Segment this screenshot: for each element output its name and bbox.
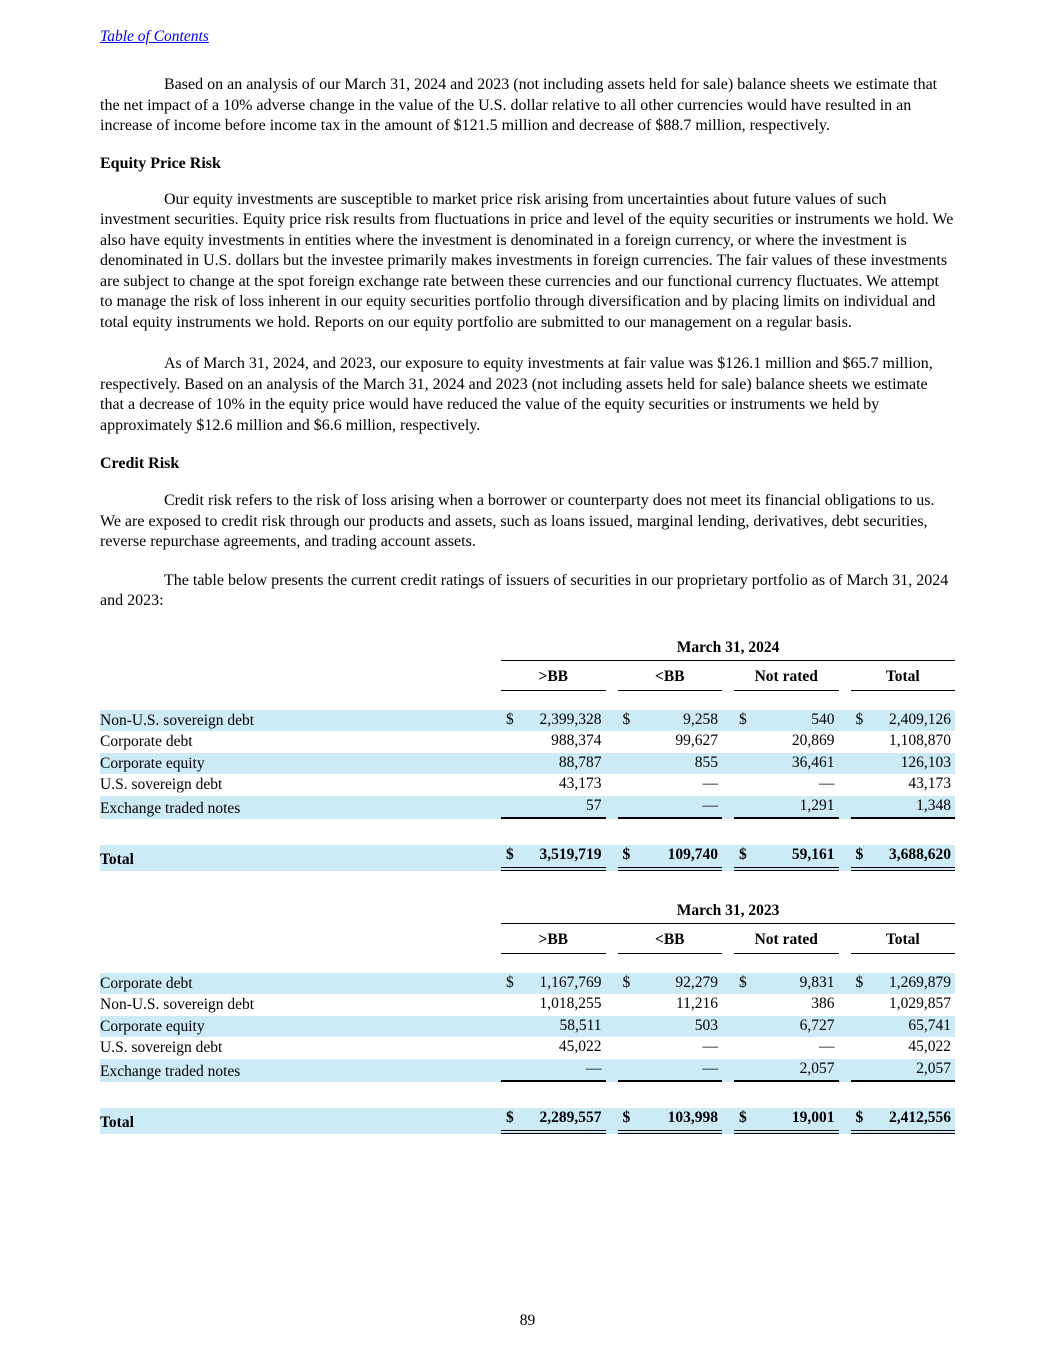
row-label: Corporate equity bbox=[100, 1017, 205, 1035]
cell-value: 45,022 bbox=[558, 1038, 602, 1055]
currency-symbol: $ bbox=[622, 846, 631, 863]
paragraph-equity-risk-1: Our equity investments are susceptible to market price risk arising from uncertainties about future values of such investment securities. Equity price risk results from fluctuations in price and level of the equity securities or instruments we hold. We also have equity investments in entities where the investment is denominated in a foreign currency, or where the investment is denominated in U.S. dollars but the investee primarily makes investments in foreign currencies. The fair values of these investments are subject to change at the spot foreign exchange rate between these currencies and our functional currency fluctuates. We attempt to manage the risk of loss inherent in our equity securities portfolio through diversification and by placing limits on individual and total equity instruments we hold. Reports on our equity portfolio are submitted to our management on a regular basis. bbox=[100, 190, 954, 331]
total-label: Total bbox=[100, 851, 134, 868]
cell-value: 58,511 bbox=[559, 1016, 602, 1034]
cell-value: — bbox=[702, 1059, 718, 1077]
total-value: 103,998 bbox=[667, 1109, 718, 1126]
currency-symbol: $ bbox=[506, 973, 514, 991]
table-column-header-row bbox=[100, 924, 955, 954]
row-label: U.S. sovereign debt bbox=[100, 776, 223, 793]
table-row bbox=[100, 710, 955, 732]
table-total-row bbox=[100, 845, 955, 871]
heading-equity-price-risk: Equity Price Risk bbox=[100, 154, 221, 172]
currency-symbol: $ bbox=[739, 973, 747, 991]
cell-value: 57 bbox=[586, 796, 602, 814]
cell-value: — bbox=[586, 1059, 602, 1077]
total-value: 59,161 bbox=[791, 846, 835, 863]
column-header: Not rated bbox=[734, 926, 839, 954]
table-gap-row bbox=[100, 1082, 955, 1108]
row-label: Exchange traded notes bbox=[100, 799, 241, 817]
currency-symbol: $ bbox=[855, 846, 864, 863]
table-period-header: March 31, 2024 bbox=[501, 638, 955, 662]
cell-value: 1,348 bbox=[916, 796, 952, 814]
table-gap-row bbox=[100, 819, 955, 845]
table-period-header: March 31, 2023 bbox=[501, 901, 955, 925]
paragraph-equity-risk-2: As of March 31, 2024, and 2023, our exposure to equity investments at fair value was $126.1 million and $65.7 million, respectively. Based on an analysis of the March 31, 2024 and 2023 (not including assets held for sale) balance sheets we estimate that a decrease of 10% in the equity price would have reduced the value of the equity securities or instruments we held by approximately $12.6 million and $6.6 million, respectively. bbox=[100, 355, 933, 434]
column-header: <BB bbox=[618, 926, 723, 954]
cell-value: 6,727 bbox=[799, 1016, 835, 1034]
row-label: Corporate equity bbox=[100, 754, 205, 772]
cell-value: 45,022 bbox=[908, 1038, 952, 1055]
cell-value: 43,173 bbox=[908, 775, 952, 792]
table-row bbox=[100, 1059, 955, 1083]
column-header: Not rated bbox=[734, 663, 839, 691]
column-header: >BB bbox=[501, 926, 606, 954]
paragraph-fx-impact: Based on an analysis of our March 31, 2024 and 2023 (not including assets held for sale) balance sheets we estimate that the net impact of a 10% adverse change in the value of the U.S. dollar relative to all other currencies would have resulted in an increase of income before income tax in the amount of $121.5 million and decrease of $88.7 million, respectively. bbox=[100, 76, 938, 134]
row-label: Corporate debt bbox=[100, 733, 193, 750]
table-row bbox=[100, 753, 955, 775]
column-header: >BB bbox=[501, 663, 606, 691]
table-column-header-row bbox=[100, 661, 955, 691]
heading-credit-risk: Credit Risk bbox=[100, 455, 180, 472]
table-row bbox=[100, 731, 955, 753]
cell-value: 99,627 bbox=[675, 732, 718, 749]
paragraph-credit-risk-2: The table below presents the current credit ratings of issuers of securities in our proprietary portfolio as of March 31, 2024 and 2023: bbox=[100, 571, 949, 609]
cell-value: 9,831 bbox=[799, 973, 835, 991]
cell-value: 11,216 bbox=[675, 995, 718, 1012]
table-period-row bbox=[100, 636, 955, 662]
cell-value: 2,057 bbox=[799, 1059, 835, 1077]
cell-value: 1,291 bbox=[799, 796, 835, 814]
cell-value: 43,173 bbox=[558, 775, 602, 792]
cell-value: — bbox=[702, 796, 718, 814]
table-row bbox=[100, 1037, 955, 1059]
total-value: 3,519,719 bbox=[539, 846, 602, 863]
table-of-contents-link[interactable]: Table of Contents bbox=[100, 28, 209, 45]
currency-symbol: $ bbox=[506, 846, 514, 863]
cell-value: 1,167,769 bbox=[539, 973, 602, 991]
cell-value: 2,409,126 bbox=[889, 710, 952, 728]
cell-value: 20,869 bbox=[791, 732, 835, 749]
paragraph-credit-risk-1: Credit risk refers to the risk of loss arising when a borrower or counterparty does not meet its financial obligations to us. We are exposed to credit risk through our products and assets, such as loans issued, marginal lending, derivatives, debt securities, reverse repurchase agreements, and trading account assets. bbox=[100, 492, 935, 550]
row-label: U.S. sovereign debt bbox=[100, 1039, 223, 1056]
column-header: Total bbox=[851, 926, 956, 954]
cell-value: 65,741 bbox=[908, 1016, 952, 1034]
cell-value: 1,269,879 bbox=[889, 973, 952, 991]
currency-symbol: $ bbox=[739, 846, 747, 863]
currency-symbol: $ bbox=[506, 1109, 514, 1126]
cell-value: 126,103 bbox=[900, 753, 952, 771]
table-period-row bbox=[100, 899, 955, 925]
total-value: 2,289,557 bbox=[539, 1109, 602, 1126]
currency-symbol: $ bbox=[622, 1109, 631, 1126]
currency-symbol: $ bbox=[506, 710, 514, 728]
currency-symbol: $ bbox=[739, 1109, 747, 1126]
cell-value: 540 bbox=[811, 710, 835, 728]
cell-value: 386 bbox=[811, 995, 835, 1012]
cell-value: — bbox=[702, 775, 718, 792]
table-row bbox=[100, 994, 955, 1016]
cell-value: 9,258 bbox=[683, 710, 718, 728]
column-header: <BB bbox=[618, 663, 723, 691]
row-label: Non-U.S. sovereign debt bbox=[100, 711, 255, 729]
cell-value: 36,461 bbox=[791, 753, 835, 771]
cell-value: 2,057 bbox=[916, 1059, 952, 1077]
cell-value: 988,374 bbox=[551, 732, 602, 749]
credit-ratings-table-2024 bbox=[100, 636, 955, 871]
cell-value: 1,029,857 bbox=[889, 995, 952, 1012]
table-spacer-row bbox=[100, 954, 955, 973]
column-header: Total bbox=[851, 663, 956, 691]
credit-ratings-table-2023 bbox=[100, 899, 955, 1134]
cell-value: — bbox=[819, 1038, 835, 1055]
cell-value: 1,108,870 bbox=[889, 732, 952, 749]
table-total-row bbox=[100, 1108, 955, 1134]
row-label: Corporate debt bbox=[100, 974, 193, 992]
currency-symbol: $ bbox=[855, 710, 864, 728]
page-number: 89 bbox=[519, 1312, 536, 1329]
total-value: 3,688,620 bbox=[889, 846, 952, 863]
cell-value: 88,787 bbox=[558, 753, 602, 771]
currency-symbol: $ bbox=[739, 710, 747, 728]
cell-value: 92,279 bbox=[675, 973, 718, 991]
cell-value: 1,018,255 bbox=[539, 995, 602, 1012]
cell-value: — bbox=[819, 775, 835, 792]
table-spacer-row bbox=[100, 691, 955, 710]
table-row bbox=[100, 1016, 955, 1038]
total-label: Total bbox=[100, 1114, 134, 1131]
currency-symbol: $ bbox=[622, 973, 631, 991]
row-label: Exchange traded notes bbox=[100, 1062, 241, 1080]
table-row bbox=[100, 796, 955, 820]
cell-value: 855 bbox=[694, 753, 718, 771]
table-row bbox=[100, 973, 955, 995]
currency-symbol: $ bbox=[855, 1109, 864, 1126]
total-value: 19,001 bbox=[791, 1109, 835, 1126]
currency-symbol: $ bbox=[855, 973, 864, 991]
cell-value: 2,399,328 bbox=[539, 710, 602, 728]
table-row bbox=[100, 774, 955, 796]
cell-value: 503 bbox=[694, 1016, 718, 1034]
currency-symbol: $ bbox=[622, 710, 631, 728]
total-value: 2,412,556 bbox=[889, 1109, 952, 1126]
total-value: 109,740 bbox=[667, 846, 718, 863]
row-label: Non-U.S. sovereign debt bbox=[100, 996, 255, 1013]
cell-value: — bbox=[702, 1038, 718, 1055]
